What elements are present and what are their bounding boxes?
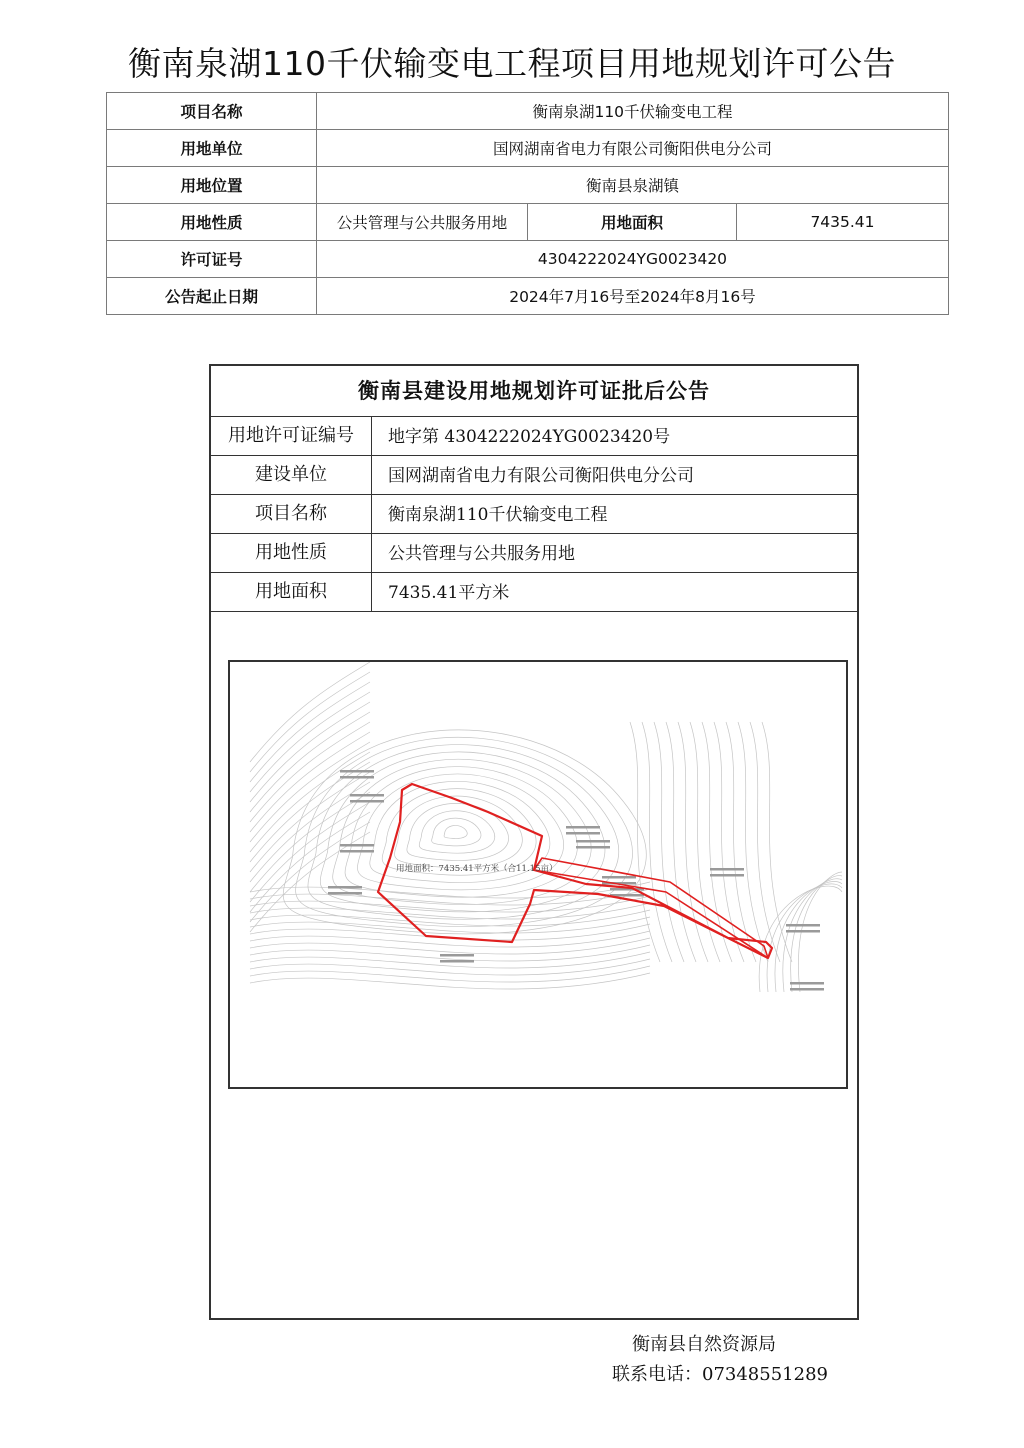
notice-value: 7435.41平方米	[388, 583, 510, 603]
contour-line	[432, 818, 481, 846]
contour-line	[783, 879, 842, 992]
survey-label-mark	[350, 794, 384, 797]
notice-value: 衡南泉湖110千伏输变电工程	[388, 505, 608, 525]
contact-phone: 联系电话：07348551289	[612, 1364, 828, 1385]
survey-label-mark	[786, 930, 820, 933]
notice-title: 衡南县建设用地规划许可证批后公告	[211, 366, 857, 417]
notice-row-unit	[211, 456, 857, 495]
survey-label-mark	[440, 960, 474, 963]
contour-line	[345, 767, 577, 898]
permit-no-value: 4304222024YG0023420	[317, 241, 949, 278]
survey-label-mark	[710, 868, 744, 871]
land-location-value: 衡南县泉湖镇	[317, 167, 949, 204]
land-area-value: 7435.41	[737, 204, 949, 241]
survey-label-mark	[340, 770, 374, 773]
table-row	[107, 93, 949, 130]
project-name-value: 衡南泉湖110千伏输变电工程	[317, 93, 949, 130]
survey-label-mark	[566, 826, 600, 829]
period-value: 2024年7月16号至2024年8月16号	[317, 278, 949, 315]
contour-line	[250, 973, 650, 989]
notice-row-project	[211, 495, 857, 534]
contour-lines	[250, 662, 842, 992]
contour-line	[750, 722, 780, 962]
notice-value: 公共管理与公共服务用地	[388, 544, 575, 564]
contour-line	[250, 938, 650, 954]
contour-line	[444, 825, 467, 838]
notice-row-nature	[211, 534, 857, 573]
survey-label-mark	[566, 832, 600, 835]
page-title: 衡南泉湖110千伏输变电工程项目用地规划许可公告	[128, 44, 896, 83]
table-row	[107, 130, 949, 167]
contour-line	[250, 945, 650, 961]
issuer-name: 衡南县自然资源局	[632, 1334, 776, 1355]
table-row	[107, 278, 949, 315]
contour-line	[767, 884, 842, 992]
contour-line	[419, 811, 495, 853]
contour-line	[654, 722, 684, 962]
survey-label-mark	[328, 886, 362, 889]
notice-label: 用地面积	[211, 573, 372, 611]
project-name-label: 项目名称	[107, 93, 317, 130]
notice-value: 地字第 4304222024YG0023420号	[388, 427, 671, 447]
survey-label-mark	[350, 800, 384, 803]
notice-label: 用地许可证编号	[211, 417, 372, 455]
topographic-map	[230, 662, 846, 1087]
table-row	[107, 241, 949, 278]
survey-label-mark	[576, 840, 610, 843]
notice-label: 项目名称	[211, 495, 372, 533]
contour-line	[666, 722, 696, 962]
notice-value: 国网湖南省电力有限公司衡阳供电分公司	[388, 466, 694, 486]
contour-line	[395, 796, 523, 868]
site-plan-map	[228, 660, 848, 1089]
contour-line	[250, 966, 650, 982]
land-area-label: 用地面积	[528, 204, 737, 241]
survey-label-mark	[790, 982, 824, 985]
notice-label: 用地性质	[211, 534, 372, 572]
survey-label-mark	[328, 892, 362, 895]
contour-line	[738, 722, 768, 962]
contour-line	[250, 917, 650, 933]
notice-row-permit	[211, 417, 857, 456]
table-row	[107, 204, 949, 241]
survey-label-mark	[576, 846, 610, 849]
survey-label-mark	[786, 924, 820, 927]
land-location-label: 用地位置	[107, 167, 317, 204]
land-nature-label: 用地性质	[107, 204, 317, 241]
notice-row-area	[211, 573, 857, 612]
summary-table	[106, 92, 949, 315]
land-nature-value: 公共管理与公共服务用地	[317, 204, 528, 241]
map-area-annotation: 用地面积：7435.41平方米（合11.15亩）	[396, 864, 558, 874]
table-row	[107, 167, 949, 204]
period-label: 公告起止日期	[107, 278, 317, 315]
notice-label: 建设单位	[211, 456, 372, 494]
survey-label-mark	[340, 850, 374, 853]
permit-no-label: 许可证号	[107, 241, 317, 278]
survey-label-mark	[440, 954, 474, 957]
land-unit-label: 用地单位	[107, 130, 317, 167]
survey-label-mark	[340, 844, 374, 847]
contour-line	[642, 722, 672, 962]
survey-label-mark	[602, 876, 636, 879]
contour-line	[250, 896, 650, 912]
contour-line	[726, 722, 756, 962]
land-unit-value: 国网湖南省电力有限公司衡阳供电分公司	[317, 130, 949, 167]
survey-label-mark	[790, 988, 824, 991]
survey-label-mark	[710, 874, 744, 877]
contour-line	[775, 881, 842, 992]
survey-label-mark	[340, 776, 374, 779]
